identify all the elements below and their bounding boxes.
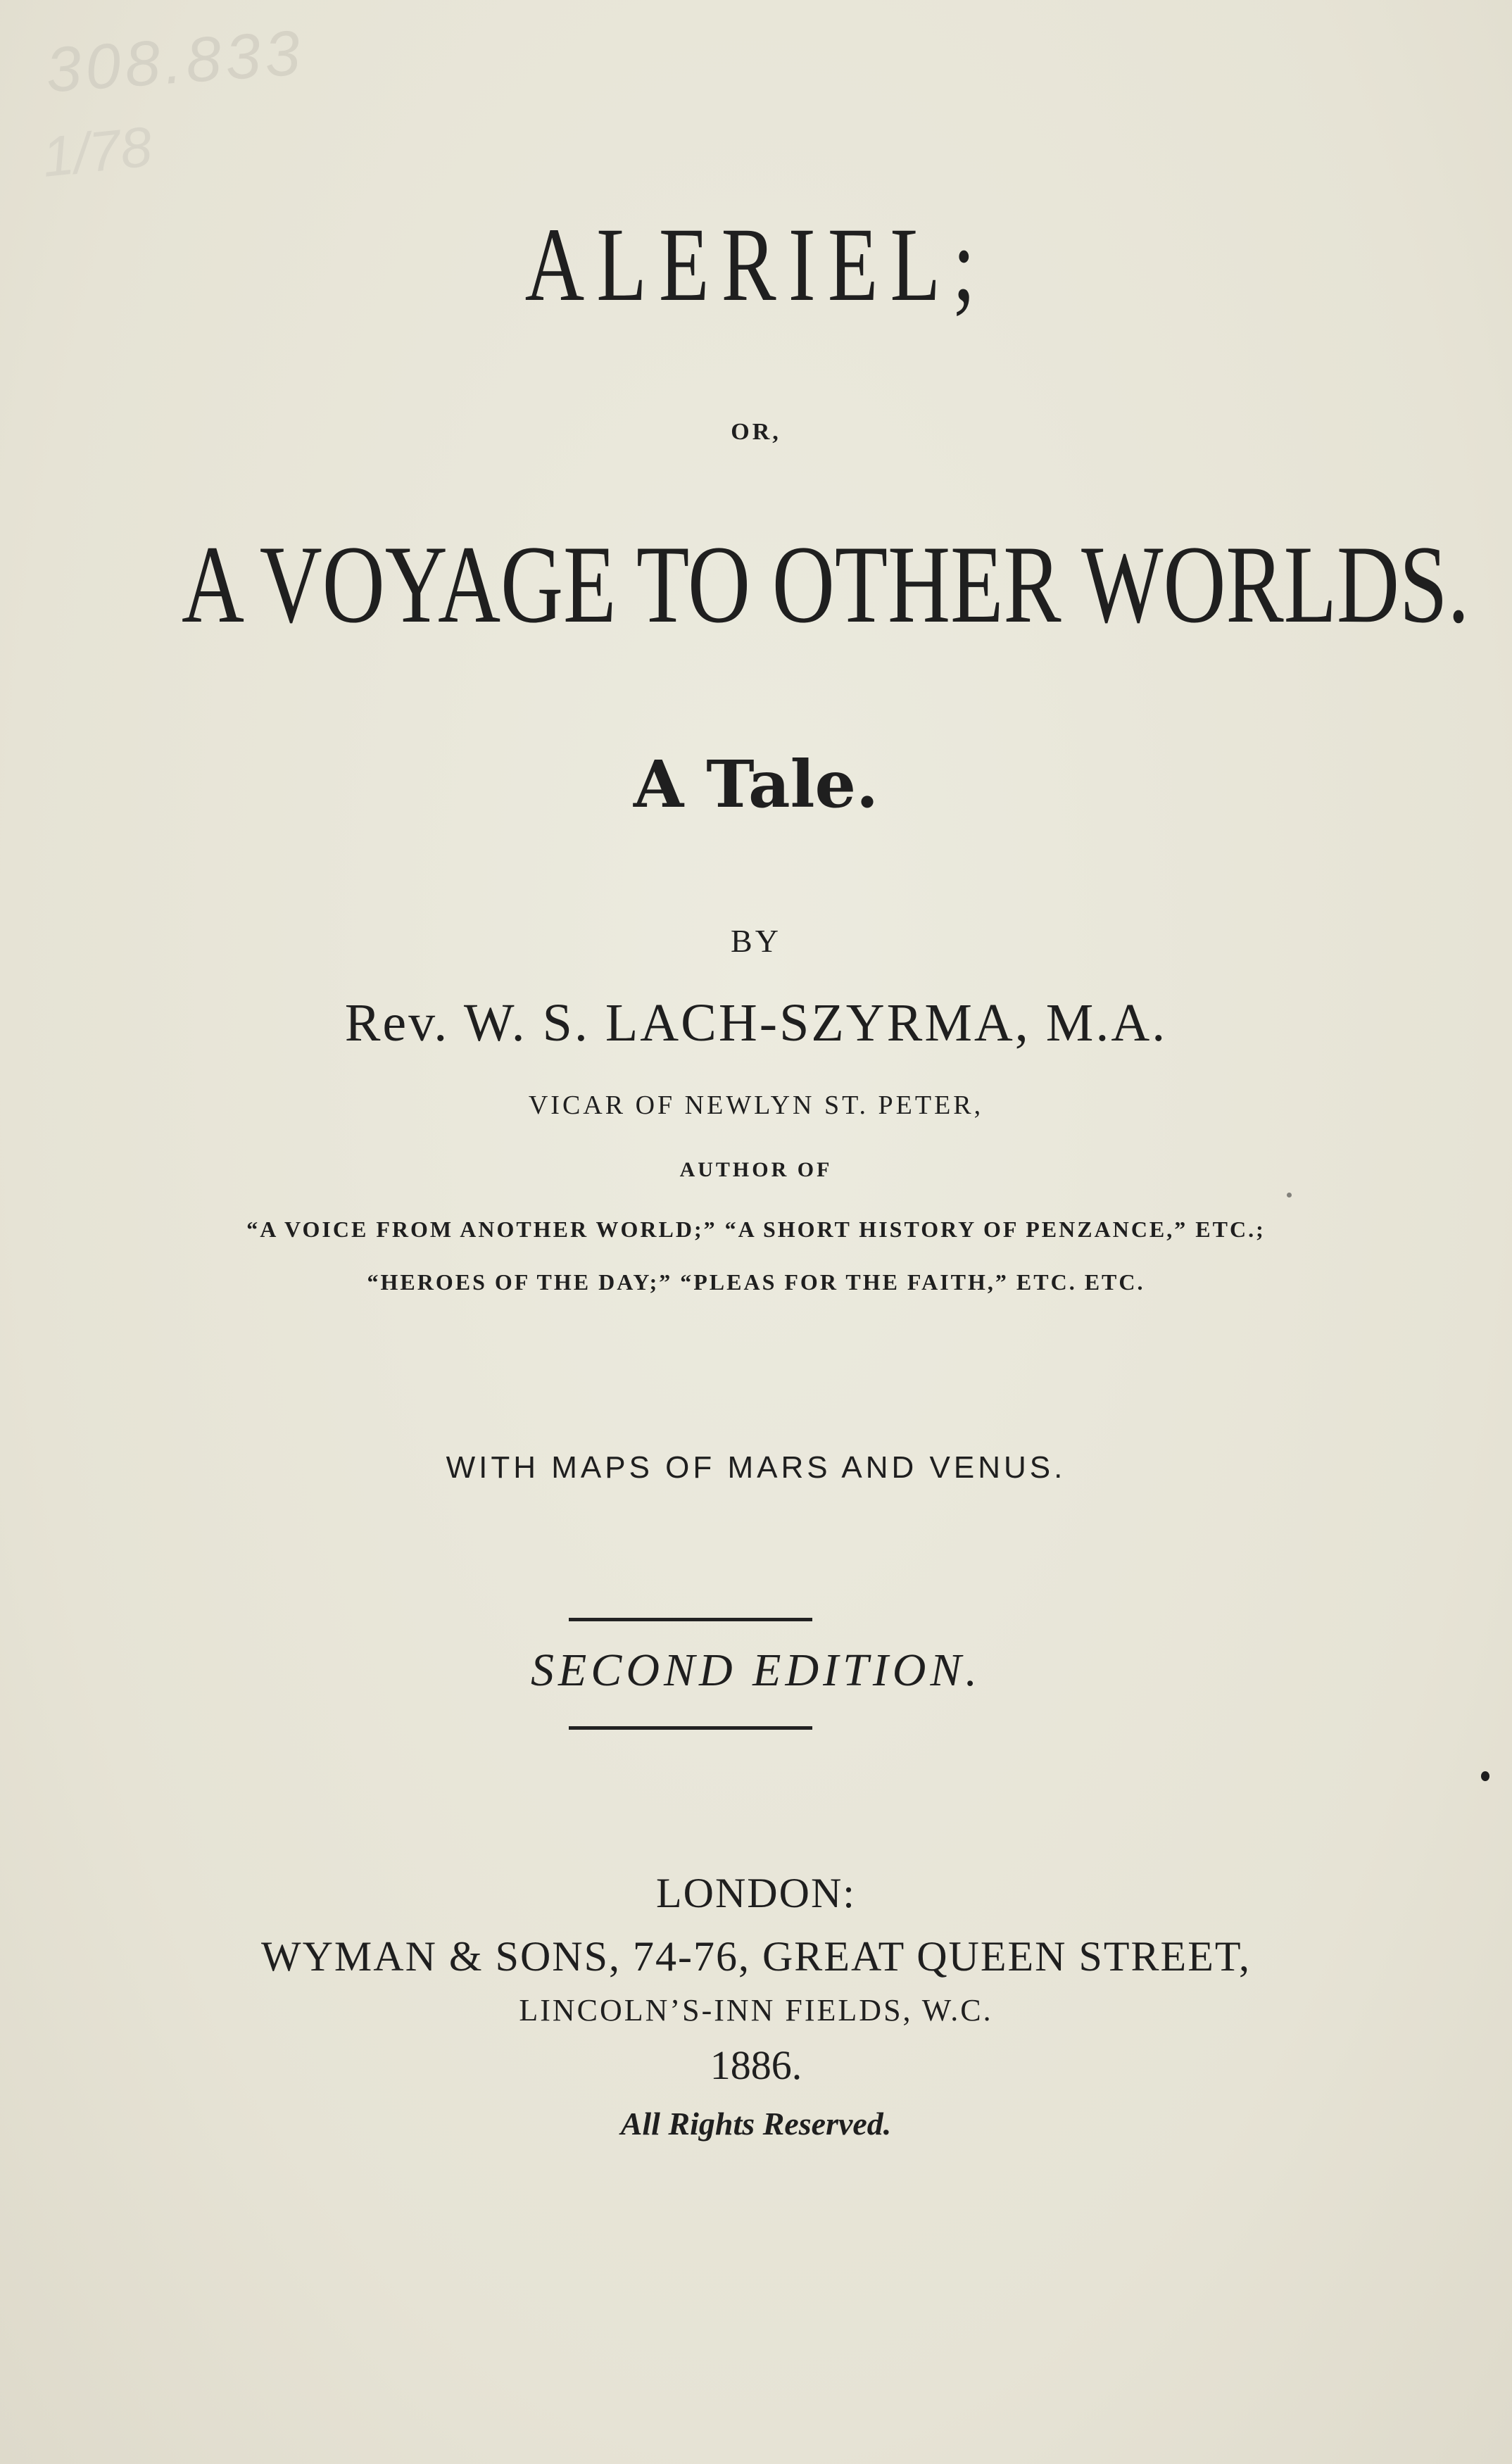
works-line-2: “HEROES OF THE DAY;” “PLEAS FOR THE FAITH,” ETC. ETC. [367, 1269, 1145, 1295]
book-title-text: ALERIEL; [524, 206, 988, 323]
imprint-address: LINCOLN’S-INN FIELDS, W.C. [519, 1993, 993, 2028]
edition-rule-top [569, 1618, 812, 1621]
book-subtitle [0, 521, 1512, 649]
author-vicar: VICAR OF NEWLYN ST. PETER, [528, 1090, 984, 1120]
ink-speck [1481, 1771, 1489, 1781]
book-subtitle-text: A VOYAGE TO OTHER WORLDS. [181, 523, 1470, 646]
imprint-publisher: WYMAN & SONS, 74-76, GREAT QUEEN STREET, [260, 1933, 1252, 1980]
pencil-note: 1/78 [39, 115, 155, 189]
ink-speck-small [1287, 1193, 1292, 1198]
tale-label: A Tale. [633, 746, 879, 822]
maps-note: WITH MAPS OF MARS AND VENUS. [446, 1450, 1066, 1485]
or-label: OR, [731, 419, 781, 445]
edition-label: SECOND EDITION. [530, 1645, 981, 1696]
author-name: Rev. W. S. LACH-SZYRMA, M.A. [344, 993, 1168, 1052]
imprint-year: 1886. [710, 2042, 802, 2088]
by-label: BY [731, 923, 781, 959]
rights-note: All Rights Reserved. [620, 2106, 892, 2142]
works-line-1: “A VOICE FROM ANOTHER WORLD;” “A SHORT HISTORY OF PENZANCE,” ETC.; [246, 1217, 1266, 1242]
author-of-label: AUTHOR OF [679, 1158, 833, 1181]
pencil-shelfmark: 308.833 [44, 18, 307, 106]
imprint-city: LONDON: [656, 1870, 856, 1916]
book-title [0, 204, 1512, 325]
edition-rule-bottom [569, 1726, 812, 1730]
